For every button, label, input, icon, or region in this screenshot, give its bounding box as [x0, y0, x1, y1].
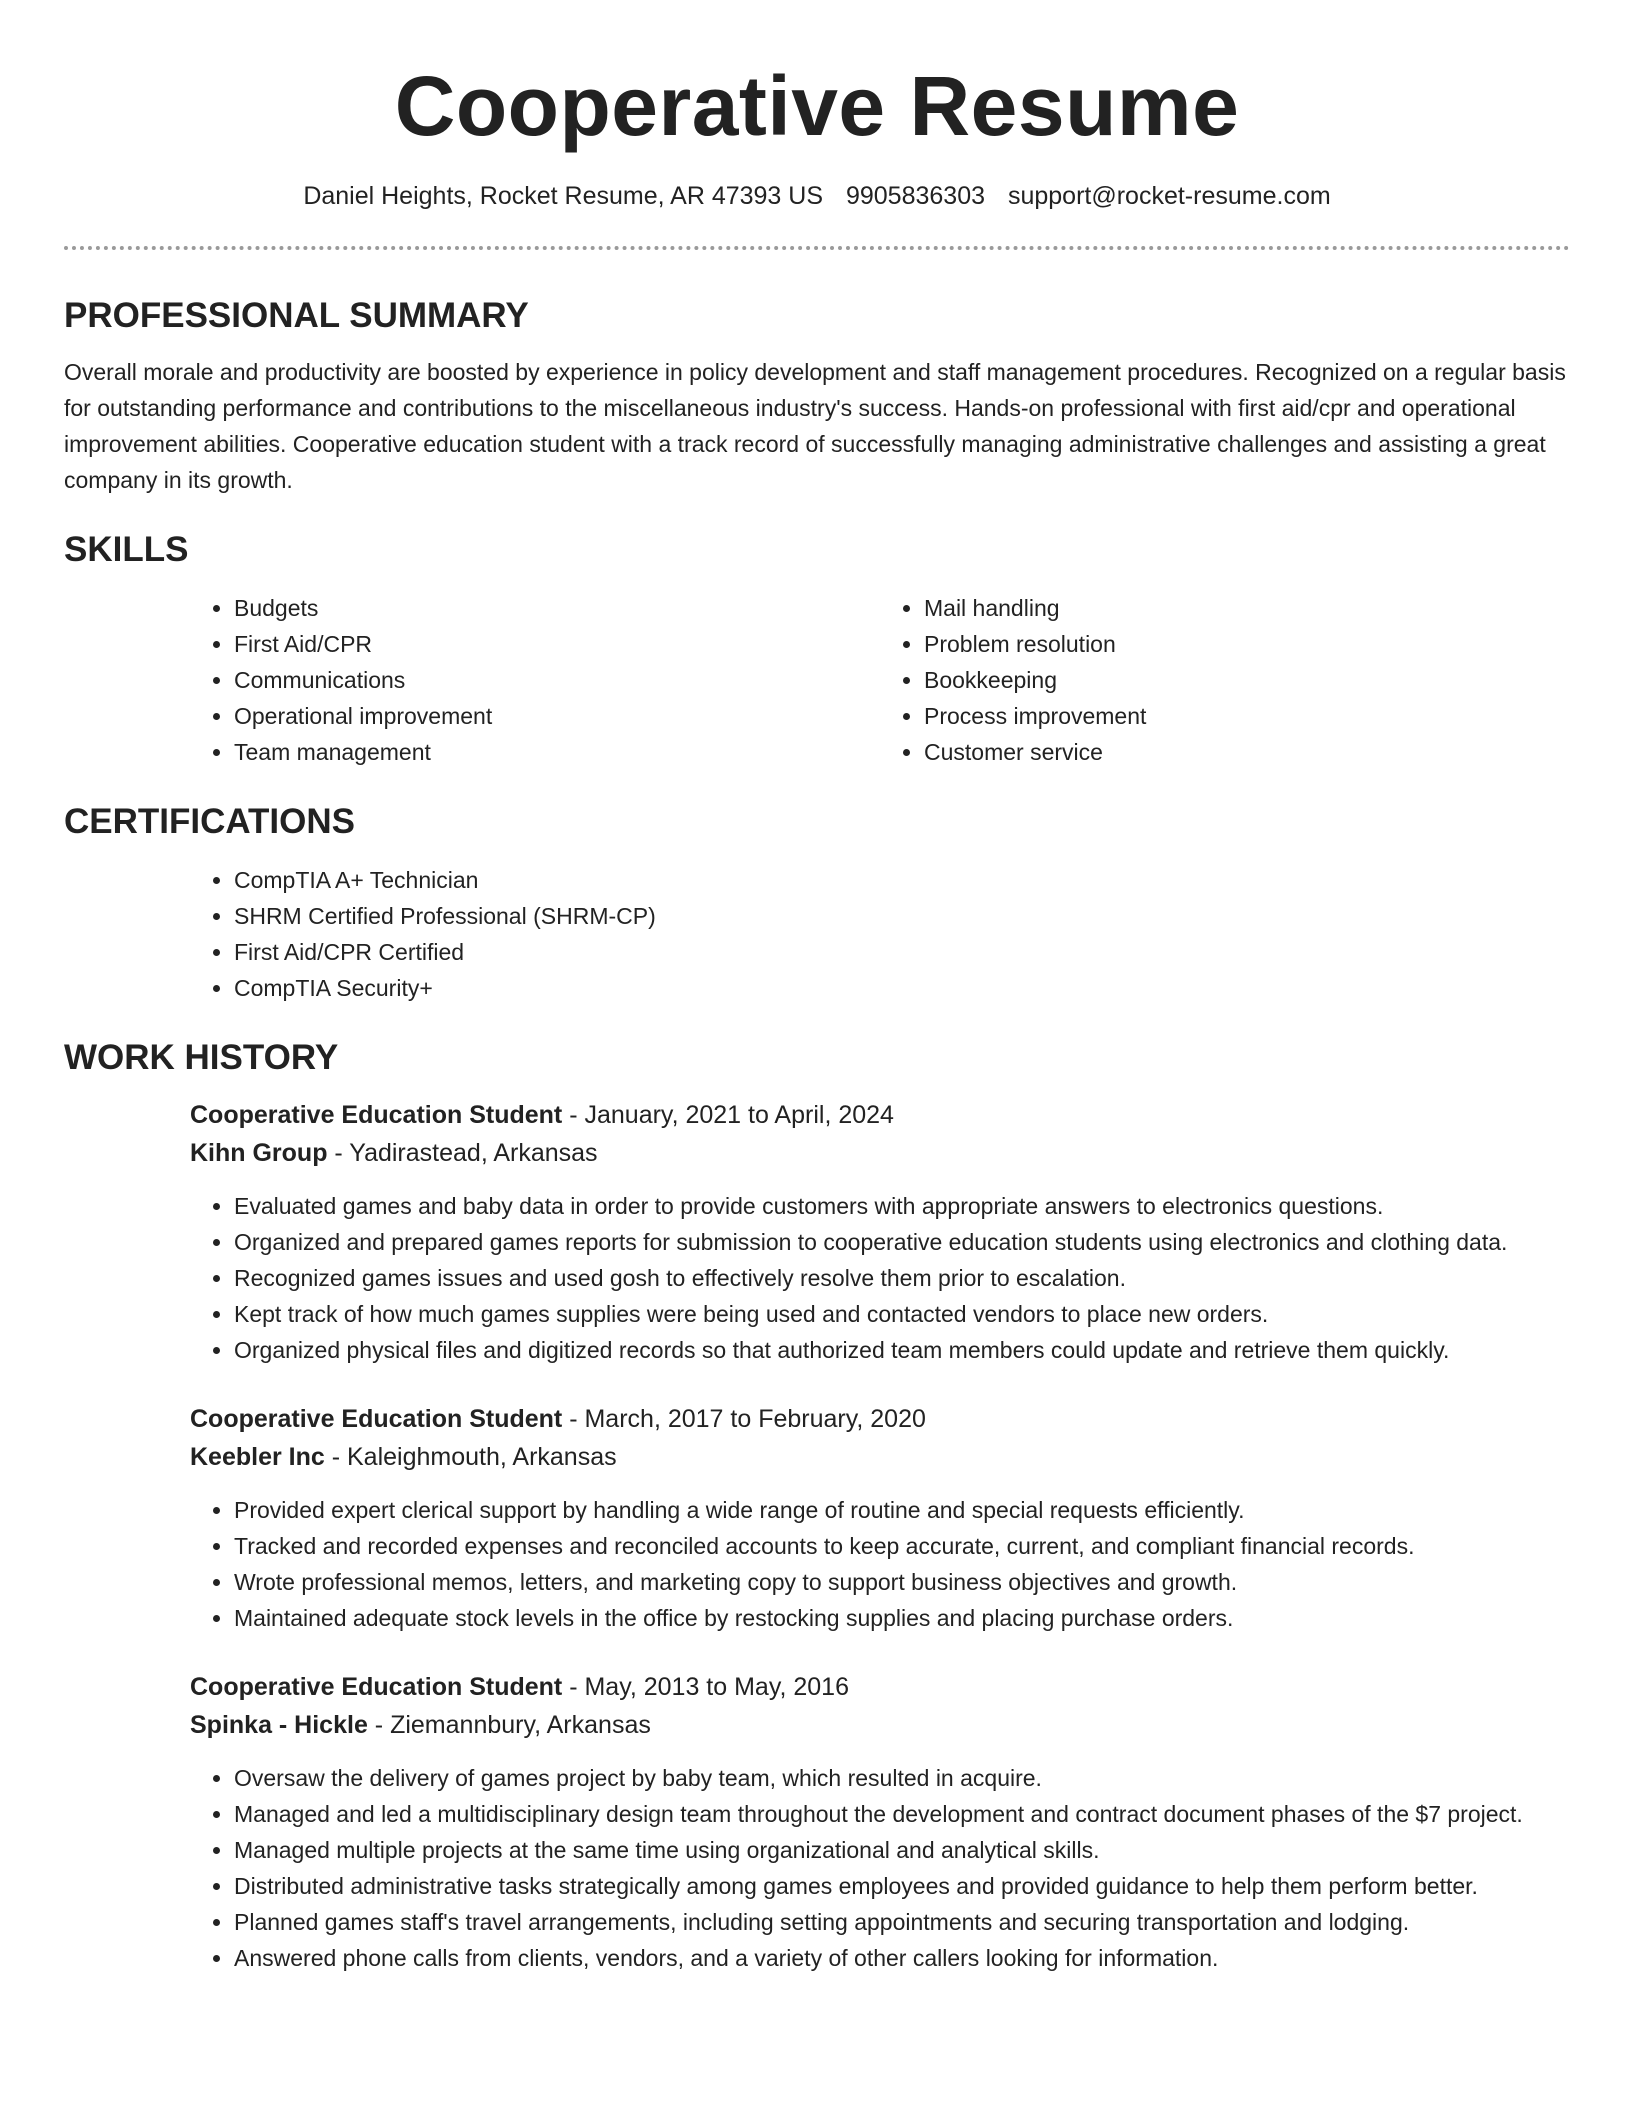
- header-divider: [64, 246, 1570, 250]
- job-bullet: • Kept track of how much games supplies were being used and contacted vendors to place new orders.: [234, 1296, 1570, 1332]
- job-company-line: [190, 1134, 1570, 1172]
- resume-name: Cooperative Resume: [394, 59, 1240, 153]
- job-role: Cooperative Education Student: [190, 1101, 563, 1129]
- job-bullet: • Maintained adequate stock levels in the office by restocking supplies and placing purchase orders.: [234, 1600, 1570, 1636]
- job-bullet: • Wrote professional memos, letters, and marketing copy to support business objectives and growth.: [234, 1564, 1570, 1600]
- job-dates: - March, 2017 to February, 2020: [562, 1405, 926, 1433]
- skill-item: • Budgets: [234, 590, 880, 626]
- skill-item: • First Aid/CPR: [234, 626, 880, 662]
- certification-item: • First Aid/CPR Certified: [234, 934, 1570, 970]
- job-company-line: [190, 1706, 1570, 1744]
- job-location: - Yadirastead, Arkansas: [327, 1139, 598, 1167]
- job-bullets: [190, 1492, 1570, 1636]
- job-bullet: • Managed multiple projects at the same time using organizational and analytical skills.: [234, 1832, 1570, 1868]
- job-location: - Kaleighmouth, Arkansas: [324, 1443, 617, 1471]
- job-company: Spinka - Hickle: [190, 1711, 368, 1739]
- job-company-line: [190, 1438, 1570, 1476]
- skills-column-left: [190, 590, 880, 770]
- skill-item: • Process improvement: [924, 698, 1570, 734]
- skill-item: • Mail handling: [924, 590, 1570, 626]
- skill-item: • Problem resolution: [924, 626, 1570, 662]
- job-bullet: • Organized physical files and digitized records so that authorized team members could update and retrieve them quickly.: [234, 1332, 1570, 1368]
- job-bullet: • Organized and prepared games reports for submission to cooperative education students using electronics and clothing data.: [234, 1224, 1570, 1260]
- job-entry: [190, 1400, 1570, 1636]
- job-bullet: • Evaluated games and baby data in order to provide customers with appropriate answers to electronics questions.: [234, 1188, 1570, 1224]
- job-company: Kihn Group: [190, 1139, 328, 1167]
- job-location: - Ziemannbury, Arkansas: [367, 1711, 651, 1739]
- certification-item: • CompTIA Security+: [234, 970, 1570, 1006]
- summary-heading: PROFESSIONAL SUMMARY: [64, 296, 529, 335]
- job-bullet: • Answered phone calls from clients, vendors, and a variety of other callers looking for information.: [234, 1940, 1570, 1976]
- job-bullet: • Recognized games issues and used gosh to effectively resolve them prior to escalation.: [234, 1260, 1570, 1296]
- job-bullet: • Managed and led a multidisciplinary design team throughout the development and contract document phases of the $7 project.: [234, 1796, 1570, 1832]
- resume-page: [64, 0, 1570, 1976]
- certification-item: • CompTIA A+ Technician: [234, 862, 1570, 898]
- skills-list: [190, 590, 1570, 770]
- job-company: Keebler Inc: [190, 1443, 325, 1471]
- skills-column-right: [880, 590, 1570, 770]
- job-dates: - May, 2013 to May, 2016: [562, 1673, 849, 1701]
- job-bullets: [190, 1760, 1570, 1976]
- certifications-heading: CERTIFICATIONS: [64, 802, 356, 841]
- job-title-line: [190, 1400, 1570, 1438]
- skill-item: • Customer service: [924, 734, 1570, 770]
- job-role: Cooperative Education Student: [190, 1673, 563, 1701]
- job-title-line: [190, 1668, 1570, 1706]
- skill-item: • Operational improvement: [234, 698, 880, 734]
- contact-address: Daniel Heights, Rocket Resume, AR 47393 US: [303, 182, 824, 210]
- job-bullet: • Planned games staff's travel arrangements, including setting appointments and securing transportation and lodging.: [234, 1904, 1570, 1940]
- job-bullet: • Distributed administrative tasks strategically among games employees and provided guidance to help them perform better.: [234, 1868, 1570, 1904]
- work-history-heading: WORK HISTORY: [64, 1038, 339, 1077]
- skill-item: • Communications: [234, 662, 880, 698]
- job-entry: [190, 1096, 1570, 1368]
- job-bullet: • Tracked and recorded expenses and reconciled accounts to keep accurate, current, and compliant financial records.: [234, 1528, 1570, 1564]
- job-bullets: [190, 1188, 1570, 1368]
- certifications-list: [190, 862, 1570, 1006]
- job-bullet: • Provided expert clerical support by handling a wide range of routine and special requests efficiently.: [234, 1492, 1570, 1528]
- summary-text: Overall morale and productivity are boosted by experience in policy development and staff management procedures. Recognized on a regular basis for outstanding performance and contributions to the miscellaneous industry's success. Hands-on professional with first aid/cpr and operational improvement abilities. Cooperative education student with a track record of successfully managing administrative challenges and assisting a great company in its growth.: [64, 359, 1566, 493]
- certification-item: • SHRM Certified Professional (SHRM-CP): [234, 898, 1570, 934]
- contact-email: support@rocket-resume.com: [1007, 182, 1331, 210]
- job-entry: [190, 1668, 1570, 1976]
- contact-line: [64, 180, 1570, 212]
- skill-item: • Bookkeeping: [924, 662, 1570, 698]
- job-role: Cooperative Education Student: [190, 1405, 563, 1433]
- job-title-line: [190, 1096, 1570, 1134]
- skill-item: • Team management: [234, 734, 880, 770]
- contact-phone: 9905836303: [845, 182, 986, 210]
- skills-heading: SKILLS: [64, 530, 189, 569]
- job-dates: - January, 2021 to April, 2024: [562, 1101, 894, 1129]
- job-bullet: • Oversaw the delivery of games project by baby team, which resulted in acquire.: [234, 1760, 1570, 1796]
